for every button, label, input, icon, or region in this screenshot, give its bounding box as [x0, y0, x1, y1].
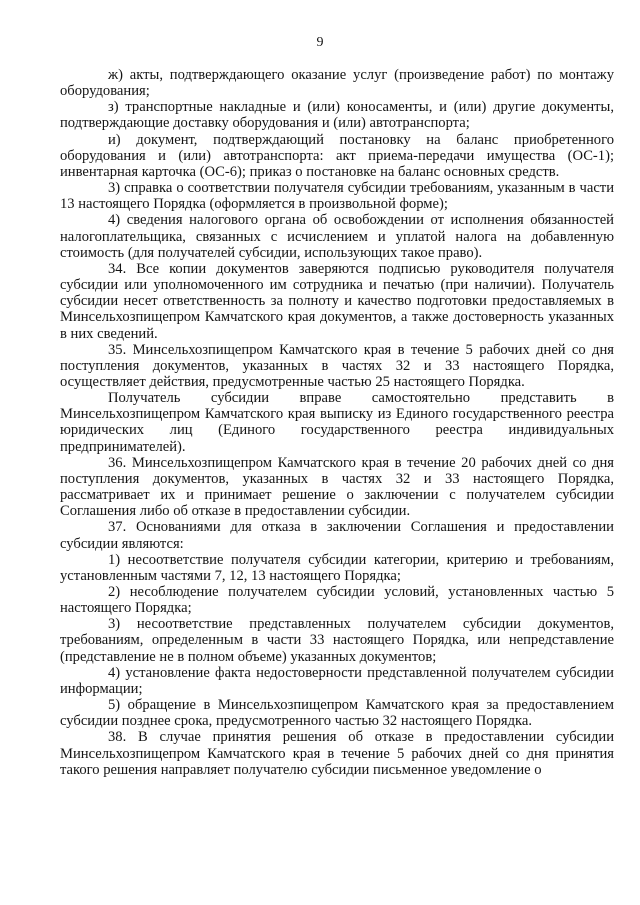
refusal-ground-3: 3) несоответствие представленных получателем субсидии документов, требованиям, определенным в части 33 настоящего Порядка, или непредставление (представление не в полном объеме) указанных документов;: [60, 616, 614, 665]
document-body: [60, 67, 614, 778]
list-item-zh-installation-acts: ж) акты, подтверждающего оказание услуг (произведение работ) по монтажу оборудования;: [60, 67, 614, 100]
clause-37-refusal-grounds: 37. Основаниями для отказа в заключении Соглашения и предоставлении субсидии являются:: [60, 519, 614, 552]
clause-36-review: 36. Минсельхозпищепром Камчатского края в течение 20 рабочих дней со дня поступления документов, указанных в частях 32 и 33 настоящего Порядка, рассматривает их и принимает решение о заключении с получателем субсидии Соглашения либо об отказе в предоставлении субсидии.: [60, 454, 614, 520]
list-item-z-transport-documents: з) транспортные накладные и (или) коносаменты, и (или) другие документы, подтверждающие доставку оборудования и (или) автотранспорта;: [60, 99, 614, 132]
refusal-ground-4: 4) установление факта недостоверности представленной получателем субсидии информации;: [60, 664, 614, 697]
clause-38-refusal-notice: 38. В случае принятия решения об отказе в предоставлении субсидии Минсельхозпищепром Камчатского края в течение 5 рабочих дней со дня принятия такого решения направляет получателю субсидии письменное уведомление о: [60, 729, 614, 778]
clause-35-processing: 35. Минсельхозпищепром Камчатского края в течение 5 рабочих дней со дня поступления документов, указанных в частях 32 и 33 настоящего Порядка, осуществляет действия, предусмотренные частью 25 настоящего Порядка.: [60, 341, 614, 390]
clause-34-copies-certification: 34. Все копии документов заверяются подписью руководителя получателя субсидии или уполномоченного им сотрудника и печатью (при наличии). Получатель субсидии несет ответственность за полноту и качество подготовки предоставляемых в Минсельхозпищепром Камчатского края документов, а также достоверность указанных в них сведений.: [60, 260, 614, 342]
refusal-ground-1: 1) несоответствие получателя субсидии категории, критерию и требованиям, установленным частями 7, 12, 13 настоящего Порядка;: [60, 551, 614, 584]
refusal-ground-5: 5) обращение в Минсельхозпищепром Камчатского края за предоставлением субсидии позднее срока, предусмотренного частью 32 настоящего Порядка.: [60, 697, 614, 730]
clause-35-registry-extract: Получатель субсидии вправе самостоятельно представить в Минсельхозпищепром Камчатского края выписку из Единого государственного реестра юридических лиц (Единого государственного реестра индивидуальных предпринимателей).: [60, 390, 614, 455]
list-item-4-tax-authority-info: 4) сведения налогового органа об освобождении от исполнения обязанностей налогоплательщика, связанных с исчислением и уплатой налога на добавленную стоимость (для получателей субсидии, использующих такое право).: [60, 212, 614, 261]
page-number: 9: [316, 35, 324, 50]
refusal-ground-2: 2) несоблюдение получателем субсидии условий, установленных частью 5 настоящего Порядка;: [60, 584, 614, 617]
list-item-i-balance-documents: и) документ, подтверждающий постановку на баланс приобретенного оборудования и (или) автотранспорта: акт приема-передачи имущества (ОС-1); инвентарная карточка (ОС-6); приказ о постановке на баланс основных средств.: [60, 131, 614, 180]
list-item-3-compliance-certificate: 3) справка о соответствии получателя субсидии требованиям, указанным в части 13 настоящего Порядка (оформляется в произвольной форме);: [60, 180, 614, 213]
